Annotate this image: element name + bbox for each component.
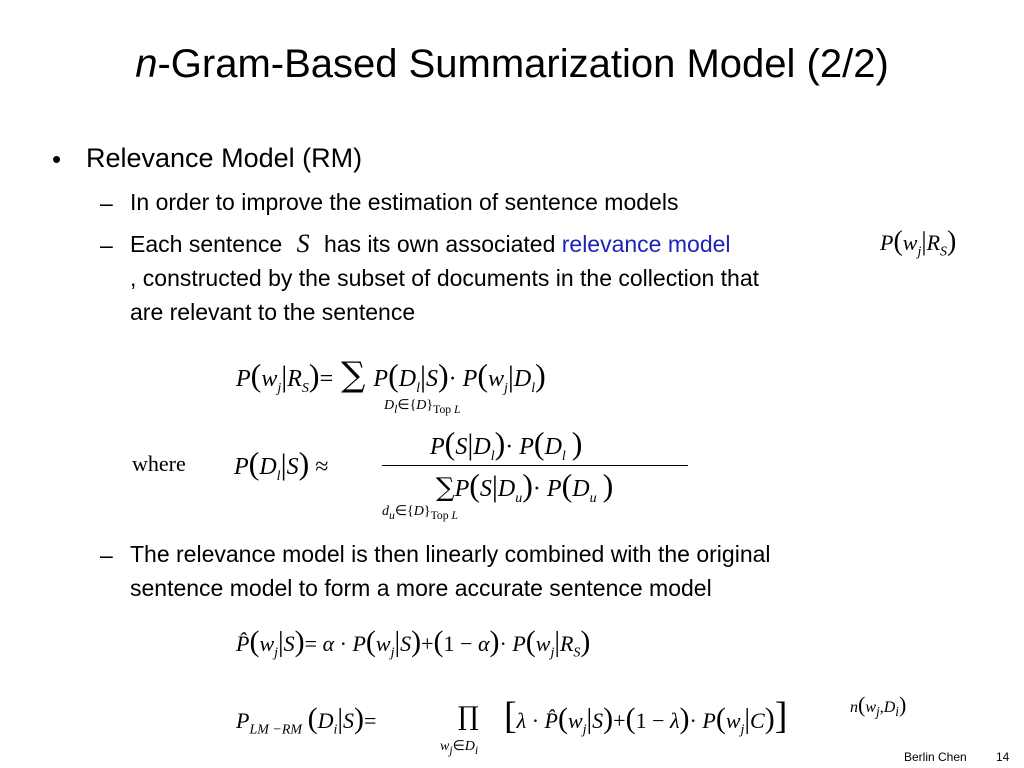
slide-title: n-Gram-Based Summarization Model (2/2)	[135, 42, 889, 86]
relevance-model-highlight: relevance model	[561, 231, 731, 257]
dash-icon: –	[100, 232, 113, 258]
equation-relevance-model-sum-range: $D_l\in\{D\}_{Top L}$	[384, 398, 461, 416]
equation-posterior-sum-range: $d_u\in\{D\}_{Top L}$	[382, 504, 458, 522]
equation-lm-rm-bracket-term: $[\lambda \cdot P̂(w_j|S)+(1 - \lambda)\cdot P(w_j|C)]$	[504, 695, 788, 738]
equation-posterior-denominator: $\sum P(S|D_u)\cdot P(D_u$ )	[436, 467, 614, 506]
point-1-text: In order to improve the estimation of sentence models	[130, 189, 679, 215]
point-2-line-2: , constructed by the subset of documents in the collection that	[130, 265, 760, 291]
point-3-line-1: The relevance model is then linearly combined with the original	[130, 541, 771, 567]
equation-posterior-lhs: $P(D_l|S)$ ≈	[234, 445, 329, 484]
inline-formula-relevance-model: $P(w_j|R_S)$	[880, 226, 957, 260]
footer-page-number: 14	[996, 750, 1010, 764]
equation-lm-rm-product-range: $w_j\in D_i$	[440, 739, 479, 757]
where-label: where	[132, 451, 186, 476]
fraction-bar	[382, 465, 688, 466]
equation-posterior-numerator: $P(S|D_l)\cdot P(D_l$ )	[430, 425, 583, 464]
footer-author: Berlin Chen	[904, 750, 967, 764]
equation-interpolated-sentence-model: $P̂(w_j|S)= \alpha \cdot P(w_j|S)+(1 - \alpha)\cdot P(w_j|R_S)$	[236, 625, 591, 661]
bullet-icon: •	[52, 144, 62, 174]
dash-icon: –	[100, 190, 113, 216]
product-icon: ∏	[458, 702, 479, 732]
bullet-heading: Relevance Model (RM)	[86, 143, 363, 173]
equation-relevance-model: $P(w_j|R_S)=$ ∑ $P(D_l|S)\cdot P(w_j|D_l)$	[236, 355, 546, 396]
equation-lm-rm-exponent: $n(w_j,D_i)$	[850, 692, 907, 720]
equation-lm-rm: $P_{LM -RM}$ $(D_i|S)=$	[236, 702, 377, 738]
point-2-line-3: are relevant to the sentence	[130, 299, 416, 325]
point-3-line-2: sentence model to form a more accurate sentence model	[130, 575, 712, 601]
point-2-line-1: Each sentence S has its own associated relevance model	[130, 229, 731, 258]
dash-icon: –	[100, 542, 113, 568]
